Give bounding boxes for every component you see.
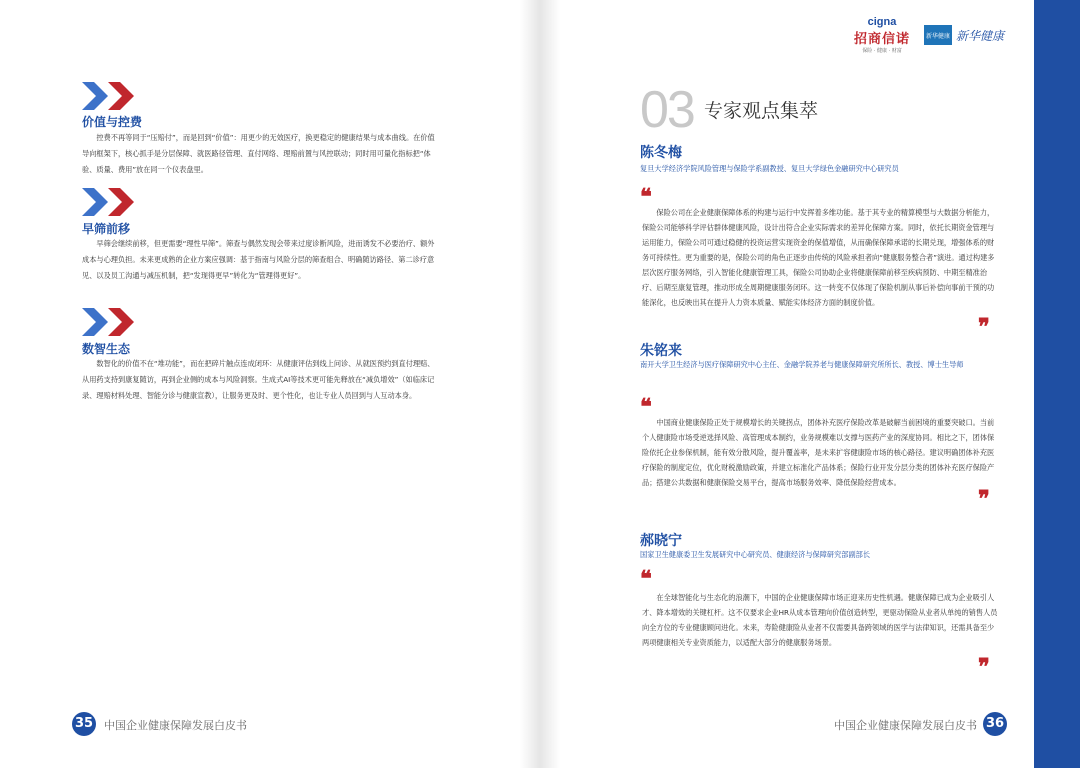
quote-close-icon: ❞ [978,486,990,512]
expert-title: 南开大学卫生经济与医疗保障研究中心主任、金融学院养老与健康保障研究所所长、教授、博士生导师 [640,360,964,369]
expert-title: 复旦大学经济学院风险管理与保险学系副教授、复旦大学绿色金融研究中心研究员 [640,164,899,173]
section-title-screening: 早筛前移 [82,222,131,236]
quote-open-icon: ❝ [640,184,652,210]
sino-name: 新华健康 [955,28,1004,43]
section-title-digital: 数智生态 [82,342,131,356]
footer-title-right: 中国企业健康保障发展白皮书 [834,719,977,732]
section-body-value: 控费不再等同于“压赔付”，而是回到“价值”：用更少的无效医疗，换更稳定的健康结果与成本曲线。在价值导向框架下，核心抓手是分层保障、就医路径管理、直付网络、理赔前置与风控联动；同时用可量化指标把“体验、质量、费用”放在同一个仪表盘里。 [82,133,435,174]
chevron-logo-icon [82,186,142,218]
section-title-value: 价值与控费 [82,115,143,129]
section-body-digital: 数智化的价值不在“堆功能”，而在把碎片触点连成闭环：从健康评估到线上问诊、从就医预约到直付理赔、从用药支持到康复随访，再到企业侧的成本与风险洞察。生成式AI等技术更可能先释放在“减负增效”（如临床记录、理赔材料处理、智能分诊与健康宣教），让服务更及时、更个性化，也让专业人员回到与人互动本身。 [82,359,435,400]
quote-close-icon: ❞ [978,314,990,340]
section-number: 03 [640,81,694,139]
section-heading: 专家观点集萃 [704,100,819,122]
expert-quote: 中国商业健康保险正处于规模增长的关键拐点，团体补充医疗保险改革是破解当前困境的重要突破口。当前个人健康险市场受逆选择风险、高管理成本制约，业务规模难以支撑与医药产业的深度协同。相比之下，团体保险依托企业参保机制，能有效分散风险，提升覆盖率，是未来扩容健康险市场的核心路径。建议明确团体补充医疗保险的制度定位，优化财税激励政策，并建立标准化产品体系；保险行业开发分层分类的团体补充医疗保险产品；搭建公共数据和健康保险交易平台，提高市场服务效率、降低保险经营成本。 [642,418,995,487]
expert-name: 朱铭来 [640,343,682,359]
page-number-right: 36 [983,712,1007,736]
right-edge-stripe [1034,0,1080,768]
quote-close-icon: ❞ [978,654,990,680]
chevron-logo-icon [82,80,142,112]
footer-title-left: 中国企业健康保障发展白皮书 [104,719,247,732]
expert-name: 陈冬梅 [640,145,682,161]
expert-quote: 在全球智能化与生态化的浪潮下，中国的企业健康保障市场正迎来历史性机遇。健康保障已成为企业吸引人才、降本增效的关键杠杆。这不仅要求企业HR从成本管理向价值创造转型，更驱动保险从业者从单纯的销售人员向全方位的专业健康顾问进化。未来，寿险健康险从业者不仅需要具备跨领域的医学与法律知识，还需具备至少两项健康相关专业资质能力，以适配大部分的健康服务场景。 [642,593,998,647]
expert-quote: 保险公司在企业健康保障体系的构建与运行中发挥着多维功能。基于其专业的精算模型与大数据分析能力，保险公司能够科学评估群体健康风险，设计出符合企业实际需求的差异化保障方案。同时，依托长期资金管理与运用能力，保险公司可通过稳健的投资运营实现资金的保值增值，从而确保保障承诺的长期兑现，增强体系的财务可持续性。更为重要的是，保险公司的角色正逐步由传统的风险承担者向“健康服务整合者”演进。通过构建多层次医疗服务网络，引入智能化健康管理工具，保险公司协助企业将健康保障前移至疾病预防、中期至精准治疗、后期至康复管理，推动形成全周期健康服务闭环。这一转变不仅体现了保险机制从事后补偿向事前干预的功能深化，也反映出其在提升人力资本质量、赋能实体经济方面的制度价值。 [642,208,995,307]
cigna-wordmark: cigna [867,16,897,28]
chevron-logo-icon [82,306,142,338]
cigna-tagline: 保险 · 健康 · 财富 [862,48,902,54]
cigna-logo [854,16,910,54]
quote-open-icon: ❝ [640,566,652,592]
page-number-left: 35 [72,712,96,736]
sino-logo-box: 新华健康 [924,25,952,45]
quote-open-icon: ❝ [640,394,652,420]
cigna-chinese-name: 招商信诺 [853,32,910,47]
expert-name: 郝晓宁 [640,533,682,549]
brand-logos [854,16,1004,54]
expert-title: 国家卫生健康委卫生发展研究中心研究员、健康经济与保障研究部副部长 [640,550,871,559]
section-body-screening: 早筛会继续前移，但更需要“理性早筛”。筛查与偶然发现会带来过度诊断风险，进而诱发不必要治疗、额外成本与心理负担。未来更成熟的企业方案应强调：基于指南与风险分层的筛查组合、明确随访路径、第二诊疗意见、以及员工沟通与减压机制，把“发现得更早”转化为“管理得更好”。 [82,239,435,280]
sino-health-logo [924,25,1004,45]
